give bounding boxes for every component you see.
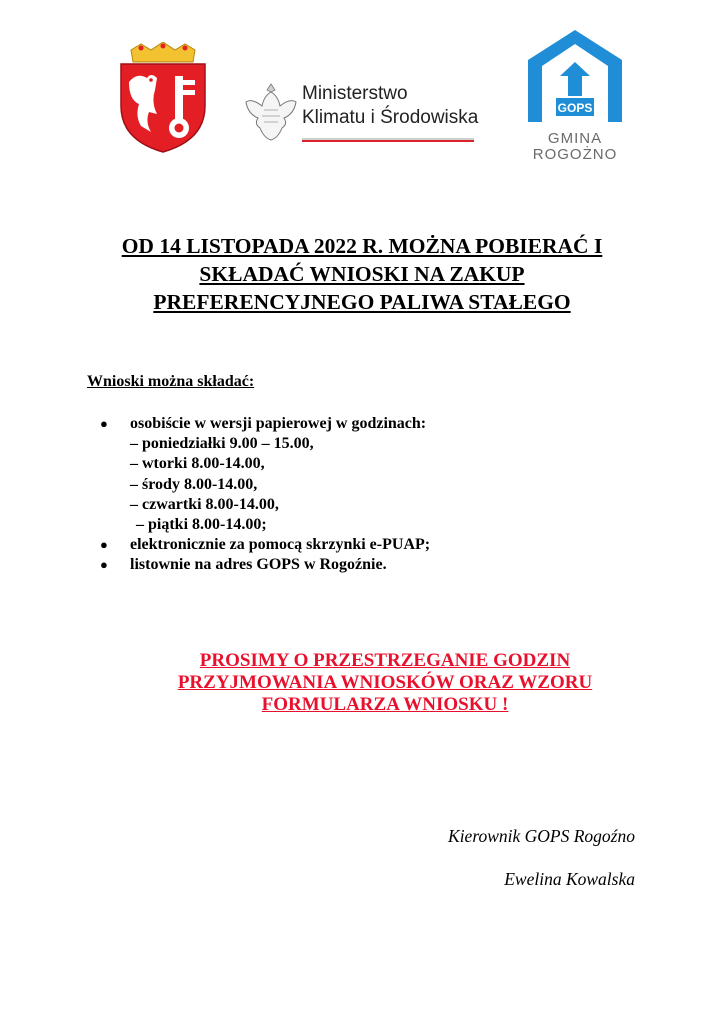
ministry-name-line2: Klimatu i Środowiska [302,107,479,128]
signature-name: Ewelina Kowalska [504,869,635,889]
notice-line-2: PRZYJMOWANIA WNIOSKÓW ORAZ WZORU [177,672,593,693]
notice-line-1: PROSIMY O PRZESTRZEGANIE GODZIN [199,650,571,671]
white-eagle-icon [242,80,300,144]
ministry-name [302,82,478,130]
list-item [100,555,430,575]
hours-item: – środy 8.00-14.00, [130,475,258,493]
list-item-text: osobiście w wersji papierowej w godzinach: [130,415,427,432]
bullet-icon: ● [100,537,108,553]
title-line-3: PREFERENCYJNEGO PALIWA STAŁEGO [153,290,571,314]
hours-item: – czwartki 8.00-14.00, [130,495,279,513]
section-heading: Wnioski można składać: [87,373,255,390]
title-line-2: SKŁADAĆ WNIOSKI NA ZAKUP [199,262,525,286]
notice-line-3: FORMULARZA WNIOSKU ! [261,694,509,715]
bullet-icon: ● [100,557,108,573]
page-title [60,232,664,316]
hours-item: – wtorki 8.00-14.00, [130,455,265,473]
hours-item: – poniedziałki 9.00 – 15.00, [130,435,314,453]
gops-badge: GOPS [557,101,593,115]
hours-item: – piątki 8.00-14.00; [136,516,267,534]
signature-role: Kierownik GOPS Rogoźno [448,826,635,846]
coat-of-arms-icon [117,42,209,154]
list-item-text: listownie na adres GOPS w Rogoźnie. [130,556,387,574]
submission-methods-list [100,414,430,576]
bullet-icon: ● [100,416,108,431]
gops-label-line2: ROGOŻNO [532,146,618,163]
ministry-name-line1: Ministerstwo [302,83,408,104]
list-item-text: elektronicznie za pomocą skrzynki e-PUAP; [130,536,431,554]
ministry-logo [242,80,482,150]
gops-house-icon [516,26,634,126]
list-item [100,414,430,434]
gops-label-line1: GMINA [547,130,603,147]
title-line-1: OD 14 LISTOPADA 2022 R. MOŻNA POBIERAĆ I [121,234,603,258]
list-item [100,535,430,555]
gops-logo [516,26,634,174]
ministry-flag-bar [302,138,474,142]
warning-notice [100,650,670,716]
